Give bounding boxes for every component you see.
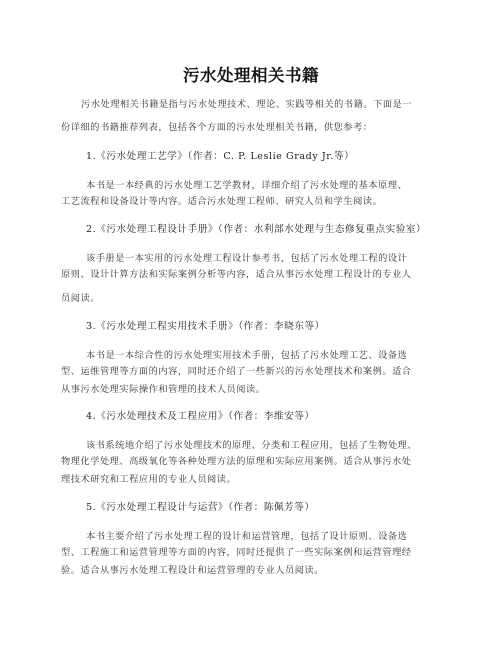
- book-description-line: 型、工程施工和运营管理等方面的内容，同时还提供了一些实际案例和运营管理经: [61, 547, 412, 558]
- page-title: 污水处理相关书籍: [183, 66, 319, 85]
- book-description-line: 该书系统地介绍了污水处理技术的原理、分类和工程应用，包括了生物处理、: [86, 440, 418, 451]
- book-description-line: 理技术研究和工程应用的专业人员阅读。: [61, 474, 237, 485]
- book-description-line: 员阅读。: [61, 293, 100, 304]
- intro-line: 份详细的书籍推荐列表，包括各个方面的污水处理相关书籍，供您参考：: [61, 122, 373, 133]
- book-description-line: 本书是一本综合性的污水处理实用技术手册，包括了污水处理工艺、设备选: [86, 350, 408, 361]
- book-heading: 5.《污水处理工程设计与运营》（作者：陈佩芳等）: [86, 502, 315, 513]
- book-description-line: 物理化学处理、高级氧化等各种处理方法的原理和实际应用案例。适合从事污水处: [61, 456, 412, 467]
- book-heading: 4.《污水处理技术及工程应用》（作者：李维安等）: [86, 411, 315, 422]
- book-description-line: 验。适合从事污水处理工程设计和运营管理的专业人员阅读。: [61, 565, 324, 576]
- book-description-line: 工艺流程和设备设计等内容。适合污水处理工程师、研究人员和学生阅读。: [61, 196, 383, 207]
- book-description-line: 型、运维管理等方面的内容，同时还介绍了一些新兴的污水处理技术和案例。适合: [61, 366, 412, 377]
- intro-line: 污水处理相关书籍是指与污水处理技术、理论、实践等相关的书籍。下面是一: [81, 99, 413, 110]
- book-description-line: 本书主要介绍了污水处理工程的设计和运营管理，包括了设计原则、设备选: [86, 531, 408, 542]
- book-heading: 1.《污水处理工艺学》（作者：C. P. Leslie Grady Jr.等）: [86, 151, 355, 162]
- book-heading: 2.《污水处理工程设计手册》（作者：水利部水处理与生态修复重点实验室）: [86, 224, 427, 235]
- book-description-line: 该手册是一本实用的污水处理工程设计参考书，包括了污水处理工程的设计: [86, 253, 408, 264]
- book-description-line: 原则、设计计算方法和实际案例分析等内容，适合从事污水处理工程设计的专业人: [61, 269, 412, 280]
- book-description-line: 本书是一本经典的污水处理工艺学教材，详细介绍了污水处理的基本原理、: [86, 180, 408, 191]
- book-heading: 3.《污水处理工程实用技术手册》（作者：李晓东等）: [86, 321, 325, 332]
- book-description-line: 从事污水处理实际操作和管理的技术人员阅读。: [61, 384, 266, 395]
